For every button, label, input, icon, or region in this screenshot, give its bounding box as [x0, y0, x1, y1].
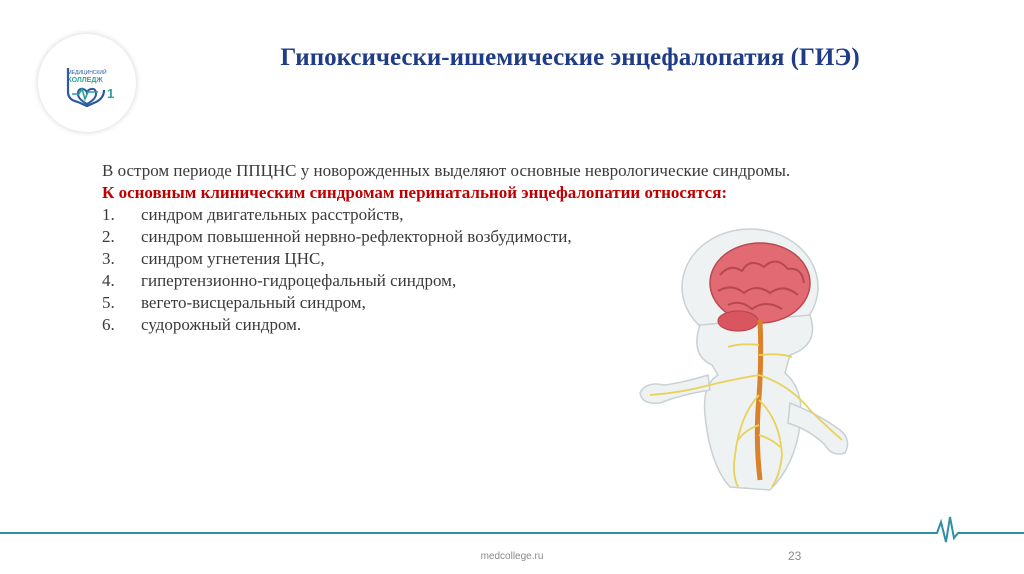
slide-title: Гипоксически-ишемические энцефалопатия (ГИЭ): [280, 44, 860, 71]
logo-line-1: МЕДИЦИНСКИЙ: [67, 70, 107, 76]
logo-number: 1: [107, 86, 115, 101]
list-item-number: 5.: [102, 293, 115, 312]
footer-site: medcollege.ru: [480, 551, 544, 562]
logo-line-2: КОЛЛЕДЖ: [67, 77, 103, 84]
college-logo: [38, 34, 136, 132]
list-item-number: 3.: [102, 249, 115, 268]
pulse-line-icon: [0, 517, 1024, 542]
list-item-number: 4.: [102, 271, 115, 290]
list-item-text: синдром повышенной нервно-рефлекторной возбудимости,: [141, 227, 572, 246]
list-item-text: вегето-висцеральный синдром,: [141, 293, 366, 312]
list-item-number: 6.: [102, 315, 115, 334]
list-item-number: 2.: [102, 227, 115, 246]
logo-icon: [38, 34, 136, 132]
subheading: К основным клиническим синдромам перинатальной энцефалопатии относятся:: [102, 183, 728, 202]
list-item-text: гипертензионно-гидроцефальный синдром,: [141, 271, 457, 290]
intro-text: В остром периоде ППЦНС у новорожденных выделяют основные неврологические синдромы.: [102, 161, 791, 180]
list-item-number: 1.: [102, 205, 115, 224]
footer-divider: [0, 514, 1024, 544]
list-item-text: судорожный синдром.: [141, 315, 302, 334]
infant-nervous-system-illustration: [620, 225, 870, 505]
list-item-text: синдром двигательных расстройств,: [141, 205, 404, 224]
list-item-text: синдром угнетения ЦНС,: [141, 249, 325, 268]
page-number: 23: [788, 549, 802, 563]
list-item: [102, 204, 902, 226]
